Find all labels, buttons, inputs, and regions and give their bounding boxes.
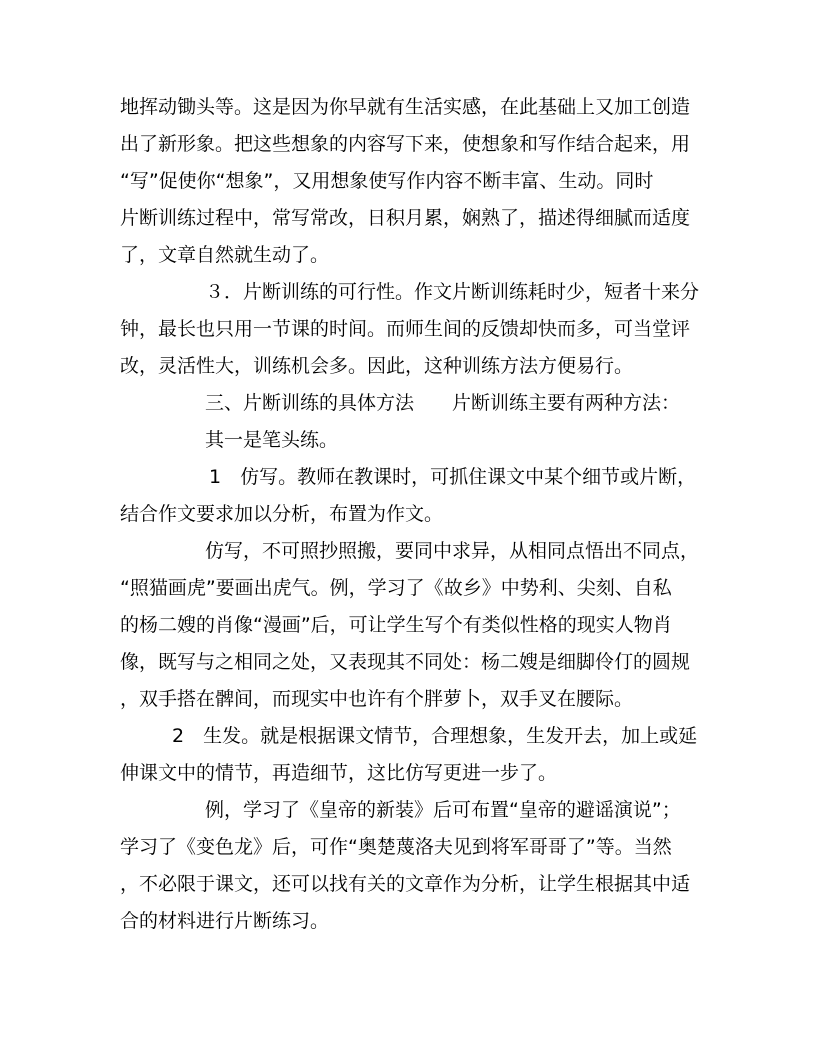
text-line: “写”促使你“想象”，又用想象使写作内容不断丰富、生动。同时 <box>120 170 654 192</box>
text-line: 例，学习了《皇帝的新装》后可布置“皇帝的避谣演说”； <box>205 799 681 821</box>
text-line: ，不必限于课文，还可以找有关的文章作为分析，让学生根据其中适 <box>120 873 691 895</box>
text-line: 伸课文中的情节，再造细节，这比仿写更进一步了。 <box>120 762 558 784</box>
text-line: 地挥动锄头等。这是因为你早就有生活实感，在此基础上又加工创造 <box>120 96 691 118</box>
text-line: 钟，最长也只用一节课的时间。而师生间的反馈却快而多，可当堂评 <box>120 318 691 340</box>
text-line: 其一是笔头练。 <box>205 429 339 451</box>
text-line: 结合作文要求加以分析，布置为作文。 <box>120 503 444 525</box>
text-line: 2 生发。就是根据课文情节，合理想象，生发开去，加上或延 <box>172 725 698 747</box>
text-line: 像，既写与之相同之处，又表现其不同处：杨二嫂是细脚伶仃的圆规 <box>120 651 691 673</box>
text-line: ，双手搭在髀间，而现实中也许有个胖萝卜，双手叉在腰际。 <box>120 688 634 710</box>
text-line: 片断训练过程中，常写常改，日积月累，娴熟了，描述得细腻而适度 <box>120 207 691 229</box>
text-line: 改，灵活性大，训练机会多。因此，这种训练方法方便易行。 <box>120 355 634 377</box>
text-line: 合的材料进行片断练习。 <box>120 910 330 932</box>
text-line: 学习了《变色龙》后，可作“奥楚蔑洛夫见到将军哥哥了”等。当然 <box>120 836 672 858</box>
text-line: ３．片断训练的可行性。作文片断训练耗时少，短者十来分 <box>205 281 700 303</box>
text-line: 1 仿写。教师在教课时，可抓住课文中某个细节或片断， <box>209 466 697 488</box>
text-line: 仿写，不可照抄照搬，要同中求异，从相同点悟出不同点， <box>205 540 700 562</box>
text-line: “照猫画虎”要画出虎气。例，学习了《故乡》中势利、尖刻、自私 <box>120 577 672 599</box>
text-line: 了，文章自然就生动了。 <box>120 244 330 266</box>
text-line: 出了新形象。把这些想象的内容写下来，使想象和写作结合起来，用 <box>120 133 691 155</box>
text-line: 的杨二嫂的肖像“漫画”后，可让学生写个有类似性格的现实人物肖 <box>120 614 672 636</box>
section-heading: 三、片断训练的具体方法 片断训练主要有两种方法： <box>205 392 681 414</box>
